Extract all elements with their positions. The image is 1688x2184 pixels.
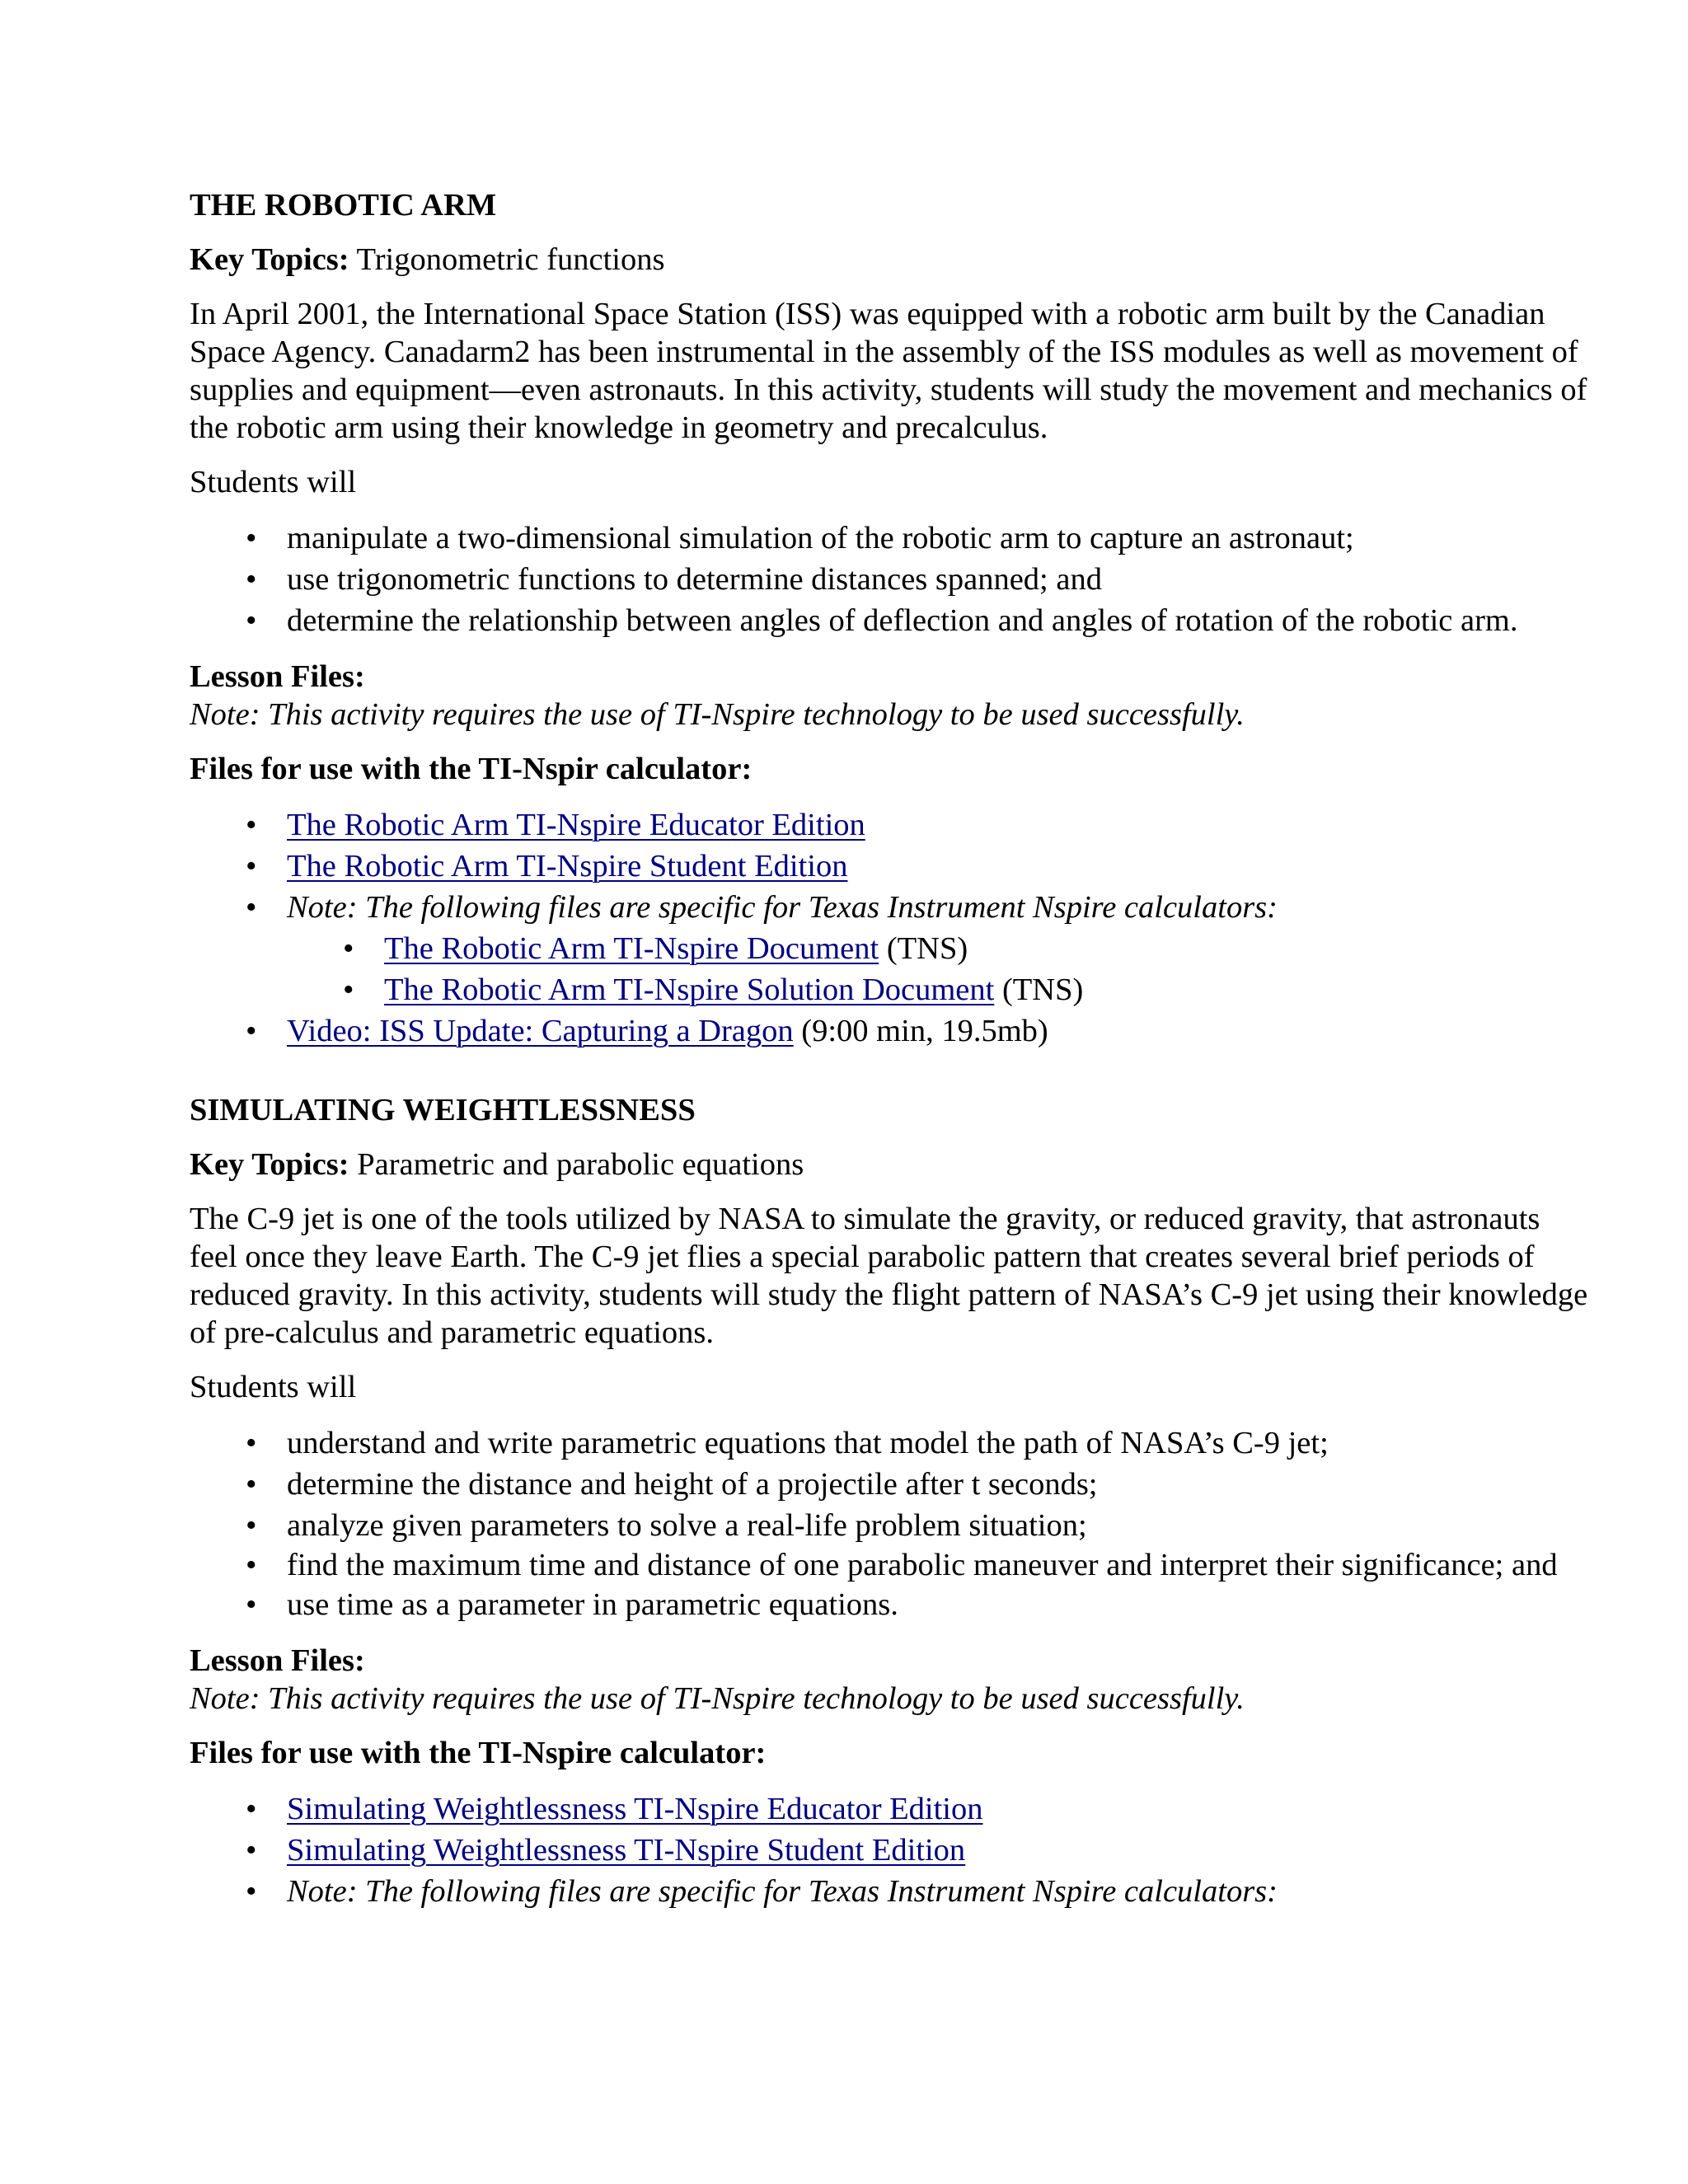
educator-edition-link[interactable]: Simulating Weightlessness TI-Nspire Educator Edition: [287, 1792, 983, 1826]
key-topics-label: Key Topics:: [190, 242, 349, 277]
file-item: [190, 1830, 1591, 1871]
objective-item: • use trigonometric functions to determine distances spanned; and: [190, 559, 1591, 600]
objective-item: • understand and write parametric equations that model the path of NASA’s C-9 jet;: [190, 1422, 1591, 1464]
objective-item: • analyze given parameters to solve a real-life problem situation;: [190, 1505, 1591, 1546]
lesson-files-note: Note: This activity requires the use of TI-Nspire technology to be used successfully.: [190, 1681, 1245, 1716]
tns-files-note: Note: The following files are specific for Texas Instrument Nspire calculators:: [287, 1874, 1278, 1909]
section-title: SIMULATING WEIGHTLESSNESS: [190, 1093, 696, 1127]
objective-item: • find the maximum time and distance of one parabolic maneuver and interpret their significance; and: [190, 1546, 1591, 1584]
lesson-files-label: Lesson Files:: [190, 659, 365, 694]
objective-item: • use time as a parameter in parametric equations.: [190, 1584, 1591, 1625]
tns-document-link[interactable]: The Robotic Arm TI-Nspire Document: [384, 931, 879, 966]
section-robotic-arm: [190, 186, 1591, 1052]
section-description: In April 2001, the International Space Station (ISS) was equipped with a robotic arm built by the Canadian Space Agency. Canadarm2 has been instrumental in the assembly of the ISS modules as well as movement of supplies and equipment—even astronauts. In this activity, students will study the movement and mechanics of the robotic arm using their knowledge in geometry and precalculus.: [190, 297, 1587, 445]
lesson-files-label: Lesson Files:: [190, 1643, 365, 1678]
key-topics: [190, 1146, 1591, 1183]
objective-item: • determine the relationship between angles of deflection and angles of rotation of the robotic arm.: [190, 600, 1591, 641]
tns-files-sublist: [287, 928, 1591, 1010]
file-item: [190, 887, 1591, 1010]
objective-item: • determine the distance and height of a projectile after t seconds;: [190, 1464, 1591, 1505]
students-will-label: Students will: [190, 1370, 357, 1404]
video-meta: (9:00 min, 19.5mb): [793, 1014, 1048, 1048]
file-item: [190, 1871, 1591, 1912]
key-topics-label: Key Topics:: [190, 1147, 349, 1182]
objectives-list: [190, 518, 1591, 641]
file-item: [190, 846, 1591, 887]
sub-file-item: [287, 969, 1591, 1010]
section-simulating-weightlessness: [190, 1091, 1591, 1912]
objective-item: • manipulate a two-dimensional simulation of the robotic arm to capture an astronaut;: [190, 518, 1591, 559]
key-topics-value: Trigonometric functions: [356, 242, 665, 277]
file-item: [190, 1788, 1591, 1830]
file-type-suffix: (TNS): [994, 972, 1084, 1007]
students-will-label: Students will: [190, 465, 357, 499]
file-type-suffix: (TNS): [879, 931, 968, 966]
files-heading: Files for use with the TI-Nspir calculator:: [190, 752, 753, 786]
document-page: [190, 186, 1591, 1929]
files-list: [190, 804, 1591, 1052]
lesson-files-block: [190, 658, 1591, 733]
video-link[interactable]: Video: ISS Update: Capturing a Dragon: [287, 1014, 794, 1048]
lesson-files-note: Note: This activity requires the use of TI-Nspire technology to be used successfully.: [190, 697, 1245, 732]
educator-edition-link[interactable]: The Robotic Arm TI-Nspire Educator Edition: [287, 808, 865, 842]
section-title: THE ROBOTIC ARM: [190, 188, 497, 223]
files-heading: Files for use with the TI-Nspire calculator:: [190, 1736, 767, 1770]
tns-solution-document-link[interactable]: The Robotic Arm TI-Nspire Solution Document: [384, 972, 995, 1007]
student-edition-link[interactable]: The Robotic Arm TI-Nspire Student Edition: [287, 849, 848, 883]
lesson-files-block: [190, 1642, 1591, 1718]
file-item: [190, 1010, 1591, 1052]
sub-file-item: [287, 928, 1591, 969]
student-edition-link[interactable]: Simulating Weightlessness TI-Nspire Student Edition: [287, 1833, 966, 1868]
files-list: [190, 1788, 1591, 1912]
key-topics-value: Parametric and parabolic equations: [357, 1147, 804, 1182]
tns-files-note: Note: The following files are specific for Texas Instrument Nspire calculators:: [287, 890, 1278, 925]
section-description: The C-9 jet is one of the tools utilized by NASA to simulate the gravity, or reduced gravity, that astronauts feel once they leave Earth. The C-9 jet flies a special parabolic pattern that creates several brief periods of reduced gravity. In this activity, students will study the flight pattern of NASA’s C-9 jet using their knowledge of pre-calculus and parametric equations.: [190, 1202, 1588, 1350]
key-topics: [190, 241, 1591, 279]
objectives-list: [190, 1422, 1591, 1625]
file-item: [190, 804, 1591, 846]
